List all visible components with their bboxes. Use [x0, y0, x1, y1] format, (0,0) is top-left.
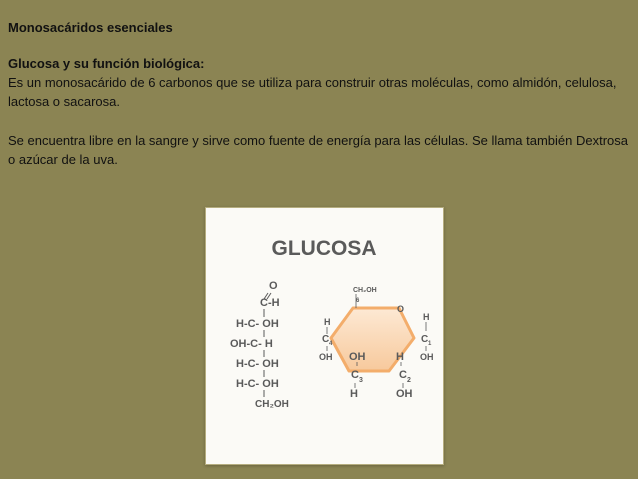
image-title: GLUCOSA: [271, 237, 377, 260]
ring-structure: [319, 287, 434, 400]
open-chain-row-6: CH₂OH: [255, 399, 289, 410]
open-chain-row-1: C-H: [260, 297, 280, 309]
paragraph-2: Se encuentra libre en la sangre y sirve como fuente de energía para las células. Se llama también Dextrosa o azúcar de la uva.: [8, 133, 629, 167]
ring-ch2oh: CH₂OH: [353, 287, 377, 294]
ring-c2: C: [399, 369, 407, 381]
open-chain-row-3: OH-C- H: [230, 338, 273, 350]
ring-c4: C: [322, 334, 330, 345]
open-chain-row-2: H-C- OH: [236, 318, 279, 330]
ring-c6: 6: [356, 298, 360, 304]
ring-h-c4-top: H: [324, 317, 331, 327]
ring-c1-sub: 1: [428, 341, 432, 347]
open-chain-o: O: [269, 280, 278, 292]
slide-text: [8, 18, 628, 169]
ring-oxygen: O: [397, 304, 405, 314]
section-subtitle: Glucosa y su función biológica:: [8, 56, 205, 71]
ring-oh-c1: OH: [420, 352, 434, 362]
ring-oh-c4: OH: [319, 352, 333, 362]
ring-c3: C: [351, 369, 359, 381]
open-chain-structure: [230, 280, 289, 410]
ring-h-c1-top: H: [423, 312, 430, 322]
open-chain-row-5: H-C- OH: [236, 378, 279, 390]
open-chain-row-4: H-C- OH: [236, 358, 279, 370]
ring-oh-c3: OH: [349, 351, 366, 363]
ring-h-c3-bottom: H: [350, 388, 358, 400]
ring-oh-c2-bottom: OH: [396, 388, 413, 400]
ring-c3-sub: 3: [359, 377, 363, 384]
ring-c1: C: [421, 334, 429, 345]
ring-c2-sub: 2: [407, 377, 411, 384]
glucose-structure-drawing: [206, 208, 443, 464]
ring-h-c2: H: [396, 351, 404, 363]
glucose-structure-image: [205, 207, 444, 465]
ring-c4-sub: 4: [329, 341, 333, 347]
slide-title: Monosacáridos esenciales: [8, 20, 173, 35]
paragraph-1: Es un monosacárido de 6 carbonos que se utiliza para construir otras moléculas, como almidón, celulosa, lactosa o sacarosa.: [8, 75, 617, 109]
